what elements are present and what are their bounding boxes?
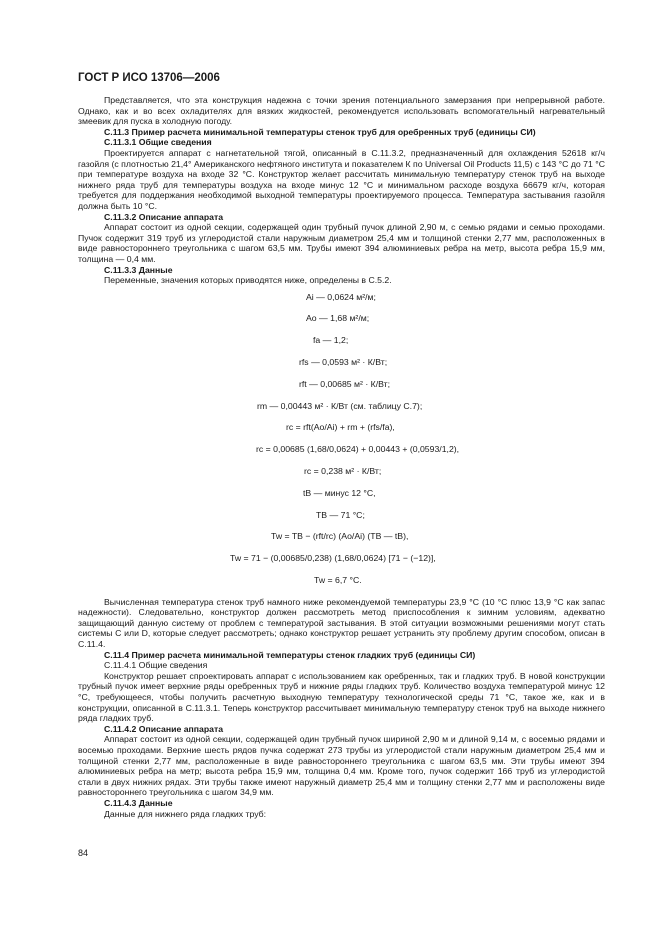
paragraph-c11-4-1: Конструктор решает спроектировать аппарат с использованием как оребренных, так и гладких труб. В новой конструкции трубный пучок имеет верхние ряды оребренных труб и нижние ряды гладких труб. Количество воздуха температурой минус 12 °С, требующееся, чтобы получить расчетную выходную температуру технологической среды 71 °С, такое же, как и в конструкции, описанной в С.11.3.1. Теперь конструктор рассчитывает минимальную температуру стенок труб на выходе нижнего ряда гладких труб. [78,670,605,724]
paragraph-c11-4-3: Данные для нижнего ряда гладких труб: [104,808,267,819]
subsection-heading-c11-3-1: С.11.3.1 Общие сведения [104,137,212,148]
paragraph-c11-3-2: Аппарат состоит из одной секции, содержащей один трубный пучок длиной 2,90 м, с семью рядами и семью проходами. Пучок содержит 319 труб из углеродистой стали наружным диаметром 25,4 мм и толщиной стенки 2,77 мм, расположенных в виде равностороннего треугольника с шагом 63,5 мм. Трубы имеют 394 алюминиевых ребра на метр, высота ребра 15,9 мм, толщина — 0,4 мм. [78,222,605,264]
formula-tw-substitution: Tw = 71 − (0,00685/0,238) (1,68/0,0624) [71 − (−12)], [230,553,436,564]
formula-tw-definition: Tw = TB − (rft/rc) (Ao/Ai) (TB — tB), [271,531,409,542]
section-heading-c11-4: С.11.4 Пример расчета минимальной температуры стенок гладких труб (единицы СИ) [104,649,476,660]
formula-tb: tB — минус 12 °С, [303,487,376,498]
subsection-heading-c11-4-3: С.11.4.3 Данные [104,797,173,808]
formula-rft: rft — 0,00685 м² · К/Вт; [299,378,391,389]
subsection-heading-c11-3-3: С.11.3.3 Данные [104,264,173,275]
document-body [78,95,605,819]
formula-rc-substitution: rc = 0,00685 (1,68/0,0624) + 0,00443 + (0,0593/1,2), [256,444,460,455]
subsection-heading-c11-3-2: С.11.3.2 Описание аппарата [104,211,224,222]
formula-block [78,292,605,586]
formula-rc-definition: rc = rft(Ao/Ai) + rm + (rfs/fa), [286,422,395,433]
formula-ai: Ai — 0,0624 м²/м; [306,291,376,302]
formula-rfs: rfs — 0,0593 м² · К/Вт; [299,357,388,368]
paragraph-conclusion: Вычисленная температура стенок труб намного ниже рекомендуемой температуры 23,9 °С (10 °С плюс 13,9 °С как запас надежности). Следовательно, конструктор должен рассмотреть метод приспособления к зимним условиям, адекватно защищающий данную систему от проблем с температурой застывания. В этой ситуации возможными решениями могут стать системы С или D, которые следует рассмотреть; однако конструктор решает устранить эту проблему другим способом, описан в С.11.4. [78,596,605,649]
subsection-heading-c11-4-1: С.11.4.1 Общие сведения [104,660,208,671]
paragraph-intro: Представляется, что эта конструкция надежна с точки зрения потенциального замерзания при непрерывной работе. Однако, как и во всех охладителях для вязких жидкостей, рекомендуется использовать вспомогательный нагревательный змеевик для пуска в холодную погоду. [78,95,605,127]
page-number: 84 [78,848,89,858]
paragraph-c11-3-1: Проектируется аппарат с нагнетательной тягой, описанный в С.11.3.2, предназначенный для охлаждения 52618 кг/ч газойля (с плотностью 21,4° Американского нефтяного института и показателем К по Universal Oil Products 11,5) с 143 °С до 71 °С при температуре воздуха на входе 32 °С. Конструктор желает рассчитать минимальную температуру стенок труб на выходе нижнего ряда труб для температуры воздуха на входе минус 12 °С и минимальном расходе воздуха 66679 кг/ч, которая требуется для поддержания необходимой выходной температуры проектируемого процесса. Температура застывания газойля должна быть 10 °С. [78,147,605,211]
formula-ao: Ao — 1,68 м²/м; [306,313,370,324]
document-header: ГОСТ Р ИСО 13706—2006 [78,72,220,84]
paragraph-c11-4-2: Аппарат состоит из одной секции, содержащей один трубный пучок шириной 2,90 м и длиной 9,14 м, с восемью рядами и восемью проходами. Верхние шесть рядов пучка содержат 273 трубы из углеродистой стали наружным диаметром 25,4 мм и толщиной стенки 2,77 мм, расположенные в виде равностороннего треугольника с шагом 63,5 мм. Эти трубы имеют 394 алюминиевых ребра на метр; высота ребра 15,9 мм, толщина 0,4 мм. Кроме того, пучок содержит 166 труб из углеродистой стали в двух нижних рядах. Эти трубы также имеют наружный диаметр 25,4 мм и толщину стенки 2,77 мм и расположены виде равностороннего треугольника с шагом 34,9 мм. [78,734,605,798]
formula-rm: rm — 0,00443 м² · К/Вт (см. таблицу С.7); [257,400,423,411]
section-heading-c11-3: С.11.3 Пример расчета минимальной температуры стенок труб для оребренных труб (единицы СИ) [104,126,536,137]
paragraph-c11-3-3: Переменные, значения которых приводятся ниже, определены в С.5.2. [104,275,392,286]
formula-tw-result: Tw = 6,7 °С. [314,574,362,585]
formula-fa: fa — 1,2; [313,335,349,346]
formula-rc-result: rc = 0,238 м² · К/Вт; [304,465,382,476]
formula-tb-upper: TB — 71 °С; [316,509,365,520]
subsection-heading-c11-4-2: С.11.4.2 Описание аппарата [104,723,224,734]
